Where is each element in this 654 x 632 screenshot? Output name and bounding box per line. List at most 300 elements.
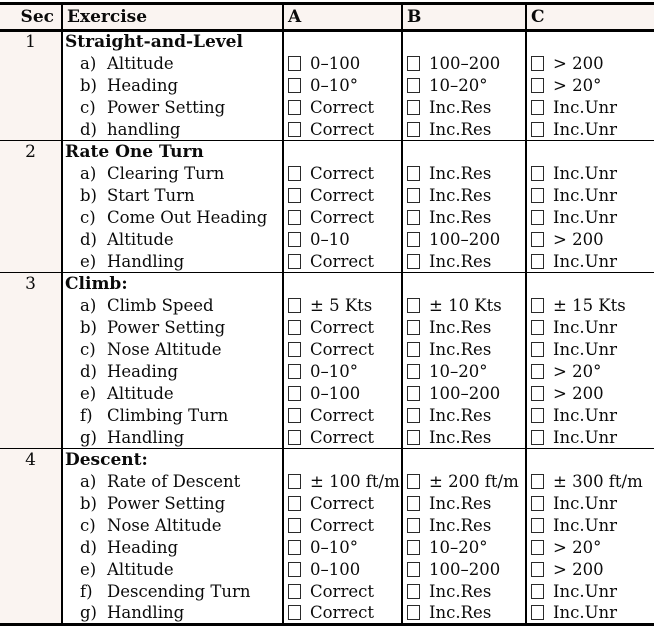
option-text-b: Inc.Res: [429, 340, 492, 359]
exercise-cell: [62, 75, 283, 97]
exercise-letter: c): [80, 516, 96, 535]
option-text-a: Correct: [310, 318, 374, 337]
checkbox-a[interactable]: [288, 100, 301, 115]
option-cell-b: [402, 405, 526, 427]
option-cell-a: [283, 581, 402, 603]
checkbox-a[interactable]: [288, 78, 301, 93]
checkbox-c[interactable]: [531, 78, 544, 93]
checkbox-b[interactable]: [407, 254, 420, 269]
option-cell-b: [402, 537, 526, 559]
option-text-a: Correct: [310, 406, 374, 425]
option-text-a: 0–10°: [310, 76, 358, 95]
exercise-cell: [62, 251, 283, 273]
option-text-c: Inc.Unr: [553, 603, 618, 623]
checkbox-a[interactable]: [288, 232, 301, 247]
exercise-cell: [62, 119, 283, 141]
assessment-table: [0, 2, 654, 626]
checkbox-c[interactable]: [531, 298, 544, 313]
option-cell-c: [526, 31, 654, 53]
checkbox-b[interactable]: [407, 56, 420, 71]
exercise-cell: [62, 295, 283, 317]
option-text-a: Correct: [310, 494, 374, 513]
option-text-a: Correct: [310, 603, 374, 623]
option-cell-c: [526, 273, 654, 295]
checkbox-b[interactable]: [407, 342, 420, 357]
option-text-b: Inc.Res: [429, 251, 492, 271]
checkbox-a[interactable]: [288, 188, 301, 203]
exercise-label: Altitude: [107, 560, 174, 579]
option-cell-b: [402, 229, 526, 251]
checkbox-a[interactable]: [288, 430, 301, 445]
exercise-row: [0, 603, 654, 625]
exercise-letter: c): [80, 98, 96, 117]
option-cell-c: [526, 97, 654, 119]
exercise-row: [0, 295, 654, 317]
option-cell-c: [526, 163, 654, 185]
exercise-cell: [62, 427, 283, 449]
option-text-b: 100–200: [429, 230, 501, 249]
checkbox-c[interactable]: [531, 342, 544, 357]
section-title-cell: [62, 31, 283, 53]
section-number: 1: [0, 31, 62, 53]
exercise-cell: [62, 581, 283, 603]
exercise-label: Altitude: [107, 384, 174, 403]
option-text-b: ± 200 ft/m: [429, 472, 519, 491]
section-title-row: [0, 449, 654, 471]
checkbox-b[interactable]: [407, 562, 420, 577]
checkbox-a[interactable]: [288, 386, 301, 401]
option-text-a: ± 5 Kts: [310, 296, 373, 315]
checkbox-a[interactable]: [288, 540, 301, 555]
checkbox-a[interactable]: [288, 320, 301, 335]
checkbox-a[interactable]: [288, 210, 301, 225]
sec-spacer-cell: [0, 515, 62, 537]
checkbox-a[interactable]: [288, 56, 301, 71]
option-text-c: Inc.Unr: [553, 427, 618, 447]
sec-spacer-cell: [0, 603, 62, 625]
exercise-letter: f): [80, 582, 93, 601]
checkbox-b[interactable]: [407, 298, 420, 313]
checkbox-b[interactable]: [407, 188, 420, 203]
checkbox-c[interactable]: [531, 122, 544, 137]
option-cell-b: [402, 141, 526, 163]
exercise-row: [0, 427, 654, 449]
exercise-label: Power Setting: [107, 318, 226, 337]
exercise-label: Nose Altitude: [107, 340, 222, 359]
exercise-label: Altitude: [107, 54, 174, 73]
option-cell-a: [283, 229, 402, 251]
option-cell-b: [402, 163, 526, 185]
option-cell-c: [526, 53, 654, 75]
option-cell-b: [402, 251, 526, 273]
checkbox-c[interactable]: [531, 518, 544, 533]
exercise-row: [0, 119, 654, 141]
checkbox-b[interactable]: [407, 232, 420, 247]
option-text-c: > 20°: [553, 538, 602, 557]
checkbox-b[interactable]: [407, 386, 420, 401]
option-cell-b: [402, 75, 526, 97]
exercise-letter: a): [80, 472, 97, 491]
checkbox-c[interactable]: [531, 166, 544, 181]
option-text-a: Correct: [310, 164, 374, 183]
exercise-cell: [62, 185, 283, 207]
option-cell-b: [402, 273, 526, 295]
checkbox-a[interactable]: [288, 364, 301, 379]
sec-spacer-cell: [0, 405, 62, 427]
exercise-row: [0, 493, 654, 515]
sec-spacer-cell: [0, 427, 62, 449]
exercise-row: [0, 405, 654, 427]
option-text-a: Correct: [310, 186, 374, 205]
option-text-a: Correct: [310, 98, 374, 117]
exercise-label: Power Setting: [107, 494, 226, 513]
option-text-a: Correct: [310, 208, 374, 227]
checkbox-b[interactable]: [407, 320, 420, 335]
exercise-cell: [62, 559, 283, 581]
option-text-b: 10–20°: [429, 362, 488, 381]
section-group: [0, 449, 654, 625]
option-cell-a: [283, 471, 402, 493]
section-group: [0, 273, 654, 449]
checkbox-c[interactable]: [531, 254, 544, 269]
exercise-row: [0, 207, 654, 229]
option-cell-a: [283, 31, 402, 53]
checkbox-a[interactable]: [288, 408, 301, 423]
checkbox-a[interactable]: [288, 254, 301, 269]
section-number: 2: [0, 141, 62, 163]
exercise-cell: [62, 537, 283, 559]
sec-spacer-cell: [0, 295, 62, 317]
option-cell-c: [526, 185, 654, 207]
checkbox-c[interactable]: [531, 562, 544, 577]
checkbox-c[interactable]: [531, 386, 544, 401]
checkbox-c[interactable]: [531, 496, 544, 511]
exercise-label: Descending Turn: [107, 582, 251, 601]
sec-spacer-cell: [0, 185, 62, 207]
option-cell-c: [526, 317, 654, 339]
checkbox-b[interactable]: [407, 605, 420, 620]
checkbox-a[interactable]: [288, 474, 301, 489]
exercise-row: [0, 581, 654, 603]
checkbox-c[interactable]: [531, 56, 544, 71]
checkbox-b[interactable]: [407, 540, 420, 555]
option-text-c: ± 300 ft/m: [553, 472, 643, 491]
exercise-cell: [62, 163, 283, 185]
checkbox-b[interactable]: [407, 100, 420, 115]
checkbox-b[interactable]: [407, 408, 420, 423]
sec-spacer-cell: [0, 119, 62, 141]
checkbox-c[interactable]: [531, 188, 544, 203]
option-cell-b: [402, 53, 526, 75]
option-text-b: Inc.Res: [429, 406, 492, 425]
sec-spacer-cell: [0, 471, 62, 493]
header-col-b: B: [402, 4, 526, 31]
checkbox-a[interactable]: [288, 496, 301, 511]
option-cell-c: [526, 537, 654, 559]
option-cell-c: [526, 581, 654, 603]
checkbox-b[interactable]: [407, 210, 420, 225]
option-text-a: 0–100: [310, 384, 361, 403]
option-cell-c: [526, 471, 654, 493]
sec-spacer-cell: [0, 383, 62, 405]
option-cell-a: [283, 119, 402, 141]
option-text-c: > 200: [553, 54, 604, 73]
option-text-b: 10–20°: [429, 76, 488, 95]
checkbox-a[interactable]: [288, 584, 301, 599]
exercise-row: [0, 251, 654, 273]
checkbox-b[interactable]: [407, 496, 420, 511]
exercise-label: Climbing Turn: [107, 406, 229, 425]
section-title: Straight-and-Level: [65, 32, 243, 53]
sec-spacer-cell: [0, 75, 62, 97]
option-cell-b: [402, 449, 526, 471]
option-text-c: Inc.Unr: [553, 186, 618, 205]
checkbox-b[interactable]: [407, 166, 420, 181]
checkbox-b[interactable]: [407, 584, 420, 599]
option-cell-a: [283, 273, 402, 295]
exercise-row: [0, 559, 654, 581]
option-cell-b: [402, 361, 526, 383]
option-text-c: > 20°: [553, 76, 602, 95]
header-col-c: C: [526, 4, 654, 31]
exercise-letter: c): [80, 340, 96, 359]
exercise-label: Heading: [107, 538, 179, 557]
option-cell-b: [402, 207, 526, 229]
checkbox-a[interactable]: [288, 166, 301, 181]
option-text-c: Inc.Unr: [553, 98, 618, 117]
option-cell-a: [283, 141, 402, 163]
checkbox-c[interactable]: [531, 364, 544, 379]
exercise-row: [0, 163, 654, 185]
checkbox-c[interactable]: [531, 474, 544, 489]
exercise-cell: [62, 515, 283, 537]
checkbox-c[interactable]: [531, 320, 544, 335]
option-cell-c: [526, 295, 654, 317]
option-text-b: Inc.Res: [429, 603, 492, 623]
option-text-c: Inc.Unr: [553, 251, 618, 271]
checkbox-c[interactable]: [531, 540, 544, 555]
exercise-letter: a): [80, 164, 97, 183]
option-cell-c: [526, 207, 654, 229]
exercise-row: [0, 229, 654, 251]
sec-spacer-cell: [0, 229, 62, 251]
exercise-label: Nose Altitude: [107, 516, 222, 535]
option-cell-a: [283, 163, 402, 185]
checkbox-c[interactable]: [531, 408, 544, 423]
option-text-c: Inc.Unr: [553, 208, 618, 227]
checkbox-a[interactable]: [288, 562, 301, 577]
option-text-c: Inc.Unr: [553, 340, 618, 359]
checkbox-a[interactable]: [288, 298, 301, 313]
option-cell-b: [402, 31, 526, 53]
option-text-b: 10–20°: [429, 538, 488, 557]
option-text-c: Inc.Unr: [553, 494, 618, 513]
section-number: 4: [0, 449, 62, 471]
option-text-c: Inc.Unr: [553, 582, 618, 601]
sec-spacer-cell: [0, 559, 62, 581]
exercise-cell: [62, 339, 283, 361]
option-text-c: Inc.Unr: [553, 164, 618, 183]
exercise-letter: e): [80, 251, 97, 271]
exercise-cell: [62, 317, 283, 339]
exercise-label: Come Out Heading: [107, 208, 268, 227]
option-cell-b: [402, 581, 526, 603]
exercise-cell: [62, 405, 283, 427]
option-text-c: Inc.Unr: [553, 406, 618, 425]
exercise-label: Rate of Descent: [107, 472, 241, 491]
checkbox-b[interactable]: [407, 364, 420, 379]
option-cell-a: [283, 53, 402, 75]
option-cell-a: [283, 383, 402, 405]
option-cell-a: [283, 449, 402, 471]
option-text-b: Inc.Res: [429, 98, 492, 117]
exercise-row: [0, 185, 654, 207]
option-text-a: Correct: [310, 251, 374, 271]
option-text-b: 100–200: [429, 54, 501, 73]
option-text-a: Correct: [310, 582, 374, 601]
exercise-label: Power Setting: [107, 98, 226, 117]
exercise-row: [0, 75, 654, 97]
exercise-cell: [62, 471, 283, 493]
section-group: [0, 31, 654, 141]
sec-spacer-cell: [0, 207, 62, 229]
checkbox-a[interactable]: [288, 122, 301, 137]
option-cell-b: [402, 339, 526, 361]
option-cell-c: [526, 603, 654, 625]
exercise-row: [0, 339, 654, 361]
exercise-letter: d): [80, 362, 97, 381]
section-title-row: [0, 273, 654, 295]
option-cell-b: [402, 559, 526, 581]
exercise-letter: e): [80, 384, 97, 403]
exercise-letter: d): [80, 230, 97, 249]
section-title-cell: [62, 273, 283, 295]
option-text-b: 100–200: [429, 560, 501, 579]
exercise-letter: a): [80, 54, 97, 73]
option-text-c: > 20°: [553, 362, 602, 381]
option-text-a: ± 100 ft/m: [310, 472, 400, 491]
option-text-a: Correct: [310, 119, 374, 139]
section-title: Climb:: [65, 273, 128, 294]
option-cell-a: [283, 559, 402, 581]
checkbox-c[interactable]: [531, 584, 544, 599]
sec-spacer-cell: [0, 251, 62, 273]
sec-spacer-cell: [0, 97, 62, 119]
sec-spacer-cell: [0, 581, 62, 603]
sec-spacer-cell: [0, 493, 62, 515]
header-exercise: Exercise: [62, 4, 283, 31]
option-cell-a: [283, 97, 402, 119]
option-text-b: Inc.Res: [429, 119, 492, 139]
exercise-row: [0, 53, 654, 75]
exercise-row: [0, 383, 654, 405]
checkbox-c[interactable]: [531, 430, 544, 445]
exercise-letter: b): [80, 76, 97, 95]
section-group: [0, 141, 654, 273]
exercise-cell: [62, 361, 283, 383]
option-text-b: Inc.Res: [429, 318, 492, 337]
option-cell-a: [283, 427, 402, 449]
option-cell-c: [526, 493, 654, 515]
option-text-c: Inc.Unr: [553, 516, 618, 535]
option-text-a: 0–10°: [310, 362, 358, 381]
exercise-letter: e): [80, 560, 97, 579]
sec-spacer-cell: [0, 339, 62, 361]
option-cell-c: [526, 405, 654, 427]
option-text-b: Inc.Res: [429, 516, 492, 535]
checkbox-b[interactable]: [407, 430, 420, 445]
exercise-label: handling: [107, 119, 181, 139]
checkbox-b[interactable]: [407, 78, 420, 93]
checkbox-c[interactable]: [531, 605, 544, 620]
option-text-a: 0–10: [310, 230, 350, 249]
option-cell-a: [283, 207, 402, 229]
checkbox-c[interactable]: [531, 210, 544, 225]
checkbox-c[interactable]: [531, 100, 544, 115]
option-cell-b: [402, 471, 526, 493]
sec-spacer-cell: [0, 361, 62, 383]
checkbox-b[interactable]: [407, 122, 420, 137]
header-row: [0, 4, 654, 31]
option-cell-b: [402, 97, 526, 119]
option-cell-b: [402, 383, 526, 405]
section-title: Rate One Turn: [65, 141, 204, 162]
option-cell-a: [283, 493, 402, 515]
exercise-letter: d): [80, 119, 97, 139]
checkbox-a[interactable]: [288, 605, 301, 620]
option-text-c: Inc.Unr: [553, 119, 618, 139]
exercise-letter: d): [80, 538, 97, 557]
option-cell-a: [283, 603, 402, 625]
option-text-c: Inc.Unr: [553, 318, 618, 337]
option-cell-c: [526, 383, 654, 405]
option-cell-a: [283, 75, 402, 97]
option-text-b: Inc.Res: [429, 208, 492, 227]
sec-spacer-cell: [0, 53, 62, 75]
option-cell-c: [526, 427, 654, 449]
option-cell-c: [526, 559, 654, 581]
option-text-a: 0–100: [310, 54, 361, 73]
section-number: 3: [0, 273, 62, 295]
option-cell-a: [283, 405, 402, 427]
exercise-row: [0, 515, 654, 537]
option-text-c: ± 15 Kts: [553, 296, 626, 315]
section-title-row: [0, 141, 654, 163]
option-cell-c: [526, 449, 654, 471]
checkbox-a[interactable]: [288, 518, 301, 533]
exercise-label: Start Turn: [107, 186, 195, 205]
checkbox-a[interactable]: [288, 342, 301, 357]
section-title-row: [0, 31, 654, 53]
option-cell-b: [402, 317, 526, 339]
option-cell-a: [283, 361, 402, 383]
exercise-row: [0, 97, 654, 119]
option-cell-c: [526, 515, 654, 537]
exercise-cell: [62, 53, 283, 75]
option-cell-b: [402, 603, 526, 625]
checkbox-b[interactable]: [407, 518, 420, 533]
exercise-label: Handling: [107, 427, 185, 447]
sec-spacer-cell: [0, 163, 62, 185]
option-cell-a: [283, 295, 402, 317]
checkbox-b[interactable]: [407, 474, 420, 489]
option-cell-c: [526, 141, 654, 163]
section-title-cell: [62, 449, 283, 471]
option-text-b: 100–200: [429, 384, 501, 403]
option-text-b: ± 10 Kts: [429, 296, 502, 315]
checkbox-c[interactable]: [531, 232, 544, 247]
option-cell-a: [283, 317, 402, 339]
